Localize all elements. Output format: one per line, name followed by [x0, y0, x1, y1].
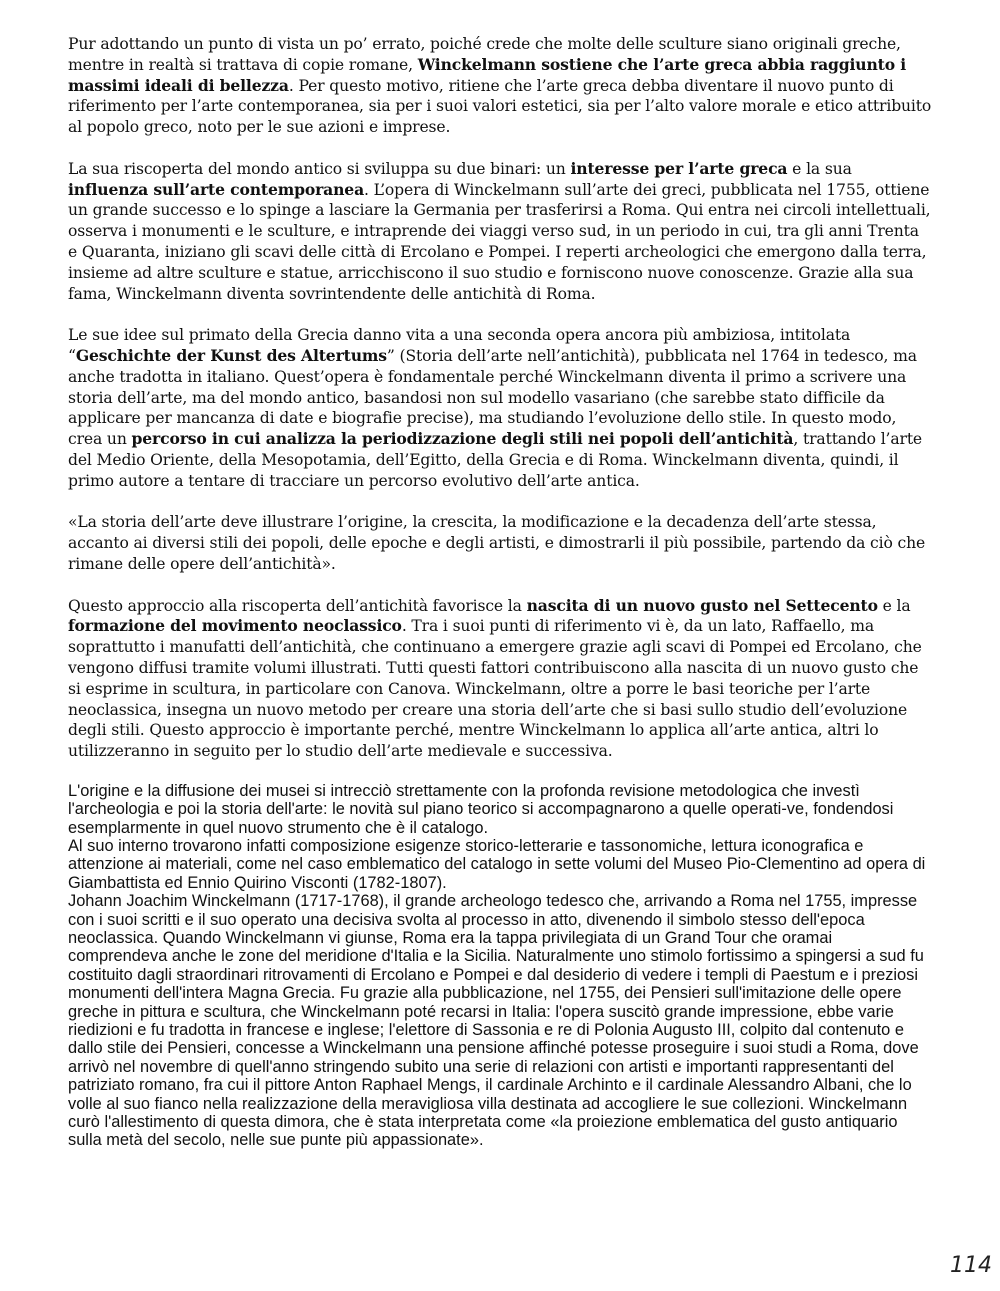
- sans-paragraph: Johann Joachim Winckelmann (1717-1768), il grande archeologo tedesco che, arrivando a Roma nel 1755, impresse con i suoi scritti e il suo operato una decisiva svolta al processo in atto, divenendo il simbolo stesso dell'epoca neoclassica. Quando Winckelmann vi giunse, Roma era la tappa privilegiata di un Grand Tour che oramai comprendeva anche le zone del meridione d'Italia e la Sicilia. Naturalmente uno stimolo fortissimo a spingersi a sud fu costituito dagli straordinari ritrovamenti di Ercolano e Pompei e dal desiderio di vedere i templi di Paestum e i preziosi monumenti dell'intera Magna Grecia. Fu grazie alla pubblicazione, nel 1755, dei Pensieri sull'imitazione delle opere greche in pittura e scultura, che Winckelmann poté recarsi in Italia: l'opera suscitò grande impressione, ebbe varie riedizioni e fu tradotta in francese e inglese; l'elettore di Sassonia e re di Polonia Augusto III, colpito dal contenuto e dallo stile dei Pensieri, concesse a Winckelmann una pensione affinché potesse proseguire i suoi studi a Roma, dove arrivò nel novembre di quell'anno stringendo subito una serie di relazioni con artisti e importanti rappresentanti del patriziato romano, fra cui il pittore Anton Raphael Mengs, il cardinale Archinto e il cardinale Alessandro Albani, che lo volle al suo fianco nella realizzazione della meravigliosa villa destinata ad accogliere le sue collezioni. Winckelmann curò l'allestimento di questa dimora, che è stata interpretata come «la proiezione emblematica del gusto antiquario sulla metà del secolo, nelle sue punte più appassionate».: [68, 892, 924, 1150]
- text-run: Pur adottando un punto di vista un po’ errato, poiché crede che molte delle sculture siano originali greche, mentre in realtà si trattava di copie romane,: [68, 35, 901, 74]
- bold-text: percorso in cui analizza la periodizzazione degli stili nei popoli dell’antichità: [131, 429, 794, 449]
- sans-paragraph: Al suo interno trovarono infatti composizione esigenze storico-letterarie e tassonomiche, lettura iconografica e attenzione ai materiali, come nel caso emblematico del catalogo in sette volumi del Museo Pio-Clementino ad opera di Giambattista ed Ennio Quirino Visconti (1782-1807).: [68, 836, 926, 892]
- sans-text-block: [68, 782, 932, 1150]
- bold-text: nascita di un nuovo gusto nel Settecento: [526, 595, 878, 615]
- bold-text: Geschichte der Kunst des Altertums: [75, 345, 387, 365]
- text-run: , trattando l’arte del Medio Oriente, della Mesopotamia, dell’Egitto, della Grecia e di Roma. Winckelmann diventa, quindi, il primo autore a tentare di tracciare un percorso evolutivo dell’arte antica.: [68, 430, 923, 490]
- bold-text: influenza sull’arte contemporanea: [68, 179, 365, 199]
- page-number: 114: [950, 1253, 992, 1278]
- bold-text: formazione del movimento neoclassico: [68, 616, 402, 636]
- serif-paragraph: [68, 34, 932, 138]
- bold-text: Winckelmann sostiene che l’arte greca abbia raggiunto i massimi ideali di bellezza: [68, 54, 907, 95]
- text-run: e la: [877, 596, 911, 615]
- text-run: La sua riscoperta del mondo antico si sviluppa su due binari: un: [68, 159, 571, 178]
- sans-paragraph: L'origine e la diffusione dei musei si intrecciò strettamente con la profonda revisione metodologica che investì l'archeologia e poi la storia dell'arte: le novità sul piano teorico si accompagnarono a quelle operati-ve, fondendosi esemplarmente in quel nuovo strumento che è il catalogo.: [68, 781, 894, 837]
- text-run: ” (Storia dell’arte nell’antichità), pubblicata nel 1764 in tedesco, ma anche tradotta in italiano. Quest’opera è fondamentale perché Winckelmann diventa il primo a scrivere una storia dell’arte, ma del mondo antico, basandosi non sul modello vasariano (che sarebbe stato difficile da applicare per mancanza di date e biografie precise), ma studiando l’evoluzione dello stile. In questo modo, crea un: [68, 346, 917, 449]
- text-run: . L’opera di Winckelmann sull’arte dei greci, pubblicata nel 1755, ottiene un grande successo e lo spinge a lasciare la Germania per trasferirsi a Roma. Qui entra nei circoli intellettuali, osserva i monumenti e le sculture, e intraprende dei viaggi verso sud, in un periodo in cui, tra gli anni Trenta e Quaranta, iniziano gli scavi delle città di Ercolano e Pompei. I reperti archeologici che emergono dalla terra, insieme ad altre sculture e statue, arricchiscono il suo studio e forniscono nuove conoscenze. Grazie alla sua fama, Winckelmann diventa sovrintendente delle antichità di Roma.: [68, 180, 931, 303]
- document-page: [68, 34, 932, 1150]
- text-run: Le sue idee sul primato della Grecia danno vita a una seconda opera ancora più ambiziosa, intitolata “: [68, 326, 851, 365]
- text-run: «La storia dell’arte deve illustrare l’origine, la crescita, la modificazione e la decadenza dell’arte stessa, accanto ai diversi stili dei popoli, delle epoche e degli artisti, e dimostrarli il più possibile, partendo da ciò che rimane delle opere dell’antichità».: [68, 513, 926, 573]
- text-run: Questo approccio alla riscoperta dell’antichità favorisce la: [68, 596, 527, 615]
- text-run: . Per questo motivo, ritiene che l’arte greca debba diventare il nuovo punto di riferimento per l’arte contemporanea, sia per i suoi valori estetici, sia per l’alto valore morale e etico attribuito al popolo greco, noto per le sue azioni e imprese.: [68, 76, 932, 137]
- serif-paragraph: [68, 512, 932, 574]
- bold-text: interesse per l’arte greca: [570, 158, 788, 178]
- serif-paragraph: [68, 159, 932, 305]
- serif-paragraph: [68, 596, 932, 762]
- text-run: e la sua: [787, 159, 852, 178]
- serif-paragraph: [68, 325, 932, 491]
- serif-text-block: [68, 34, 932, 762]
- text-run: . Tra i suoi punti di riferimento vi è, da un lato, Raffaello, ma soprattutto i manufatti dell’antichità, che continuano a emergere grazie agli scavi di Pompei ed Ercolano, che vengono diffusi tramite volumi illustrati. Tutti questi fattori contribuiscono alla nascita di un nuovo gusto che si esprime in scultura, in particolare con Canova. Winckelmann, oltre a porre le basi teoriche per l’arte neoclassica, insegna un nuovo metodo per creare una storia dell’arte che si basi sullo studio dell’evoluzione degli stili. Questo approccio è importante perché, mentre Winckelmann lo applica all’arte antica, altri lo utilizzeranno in seguito per lo studio dell’arte medievale e successiva.: [68, 617, 922, 761]
